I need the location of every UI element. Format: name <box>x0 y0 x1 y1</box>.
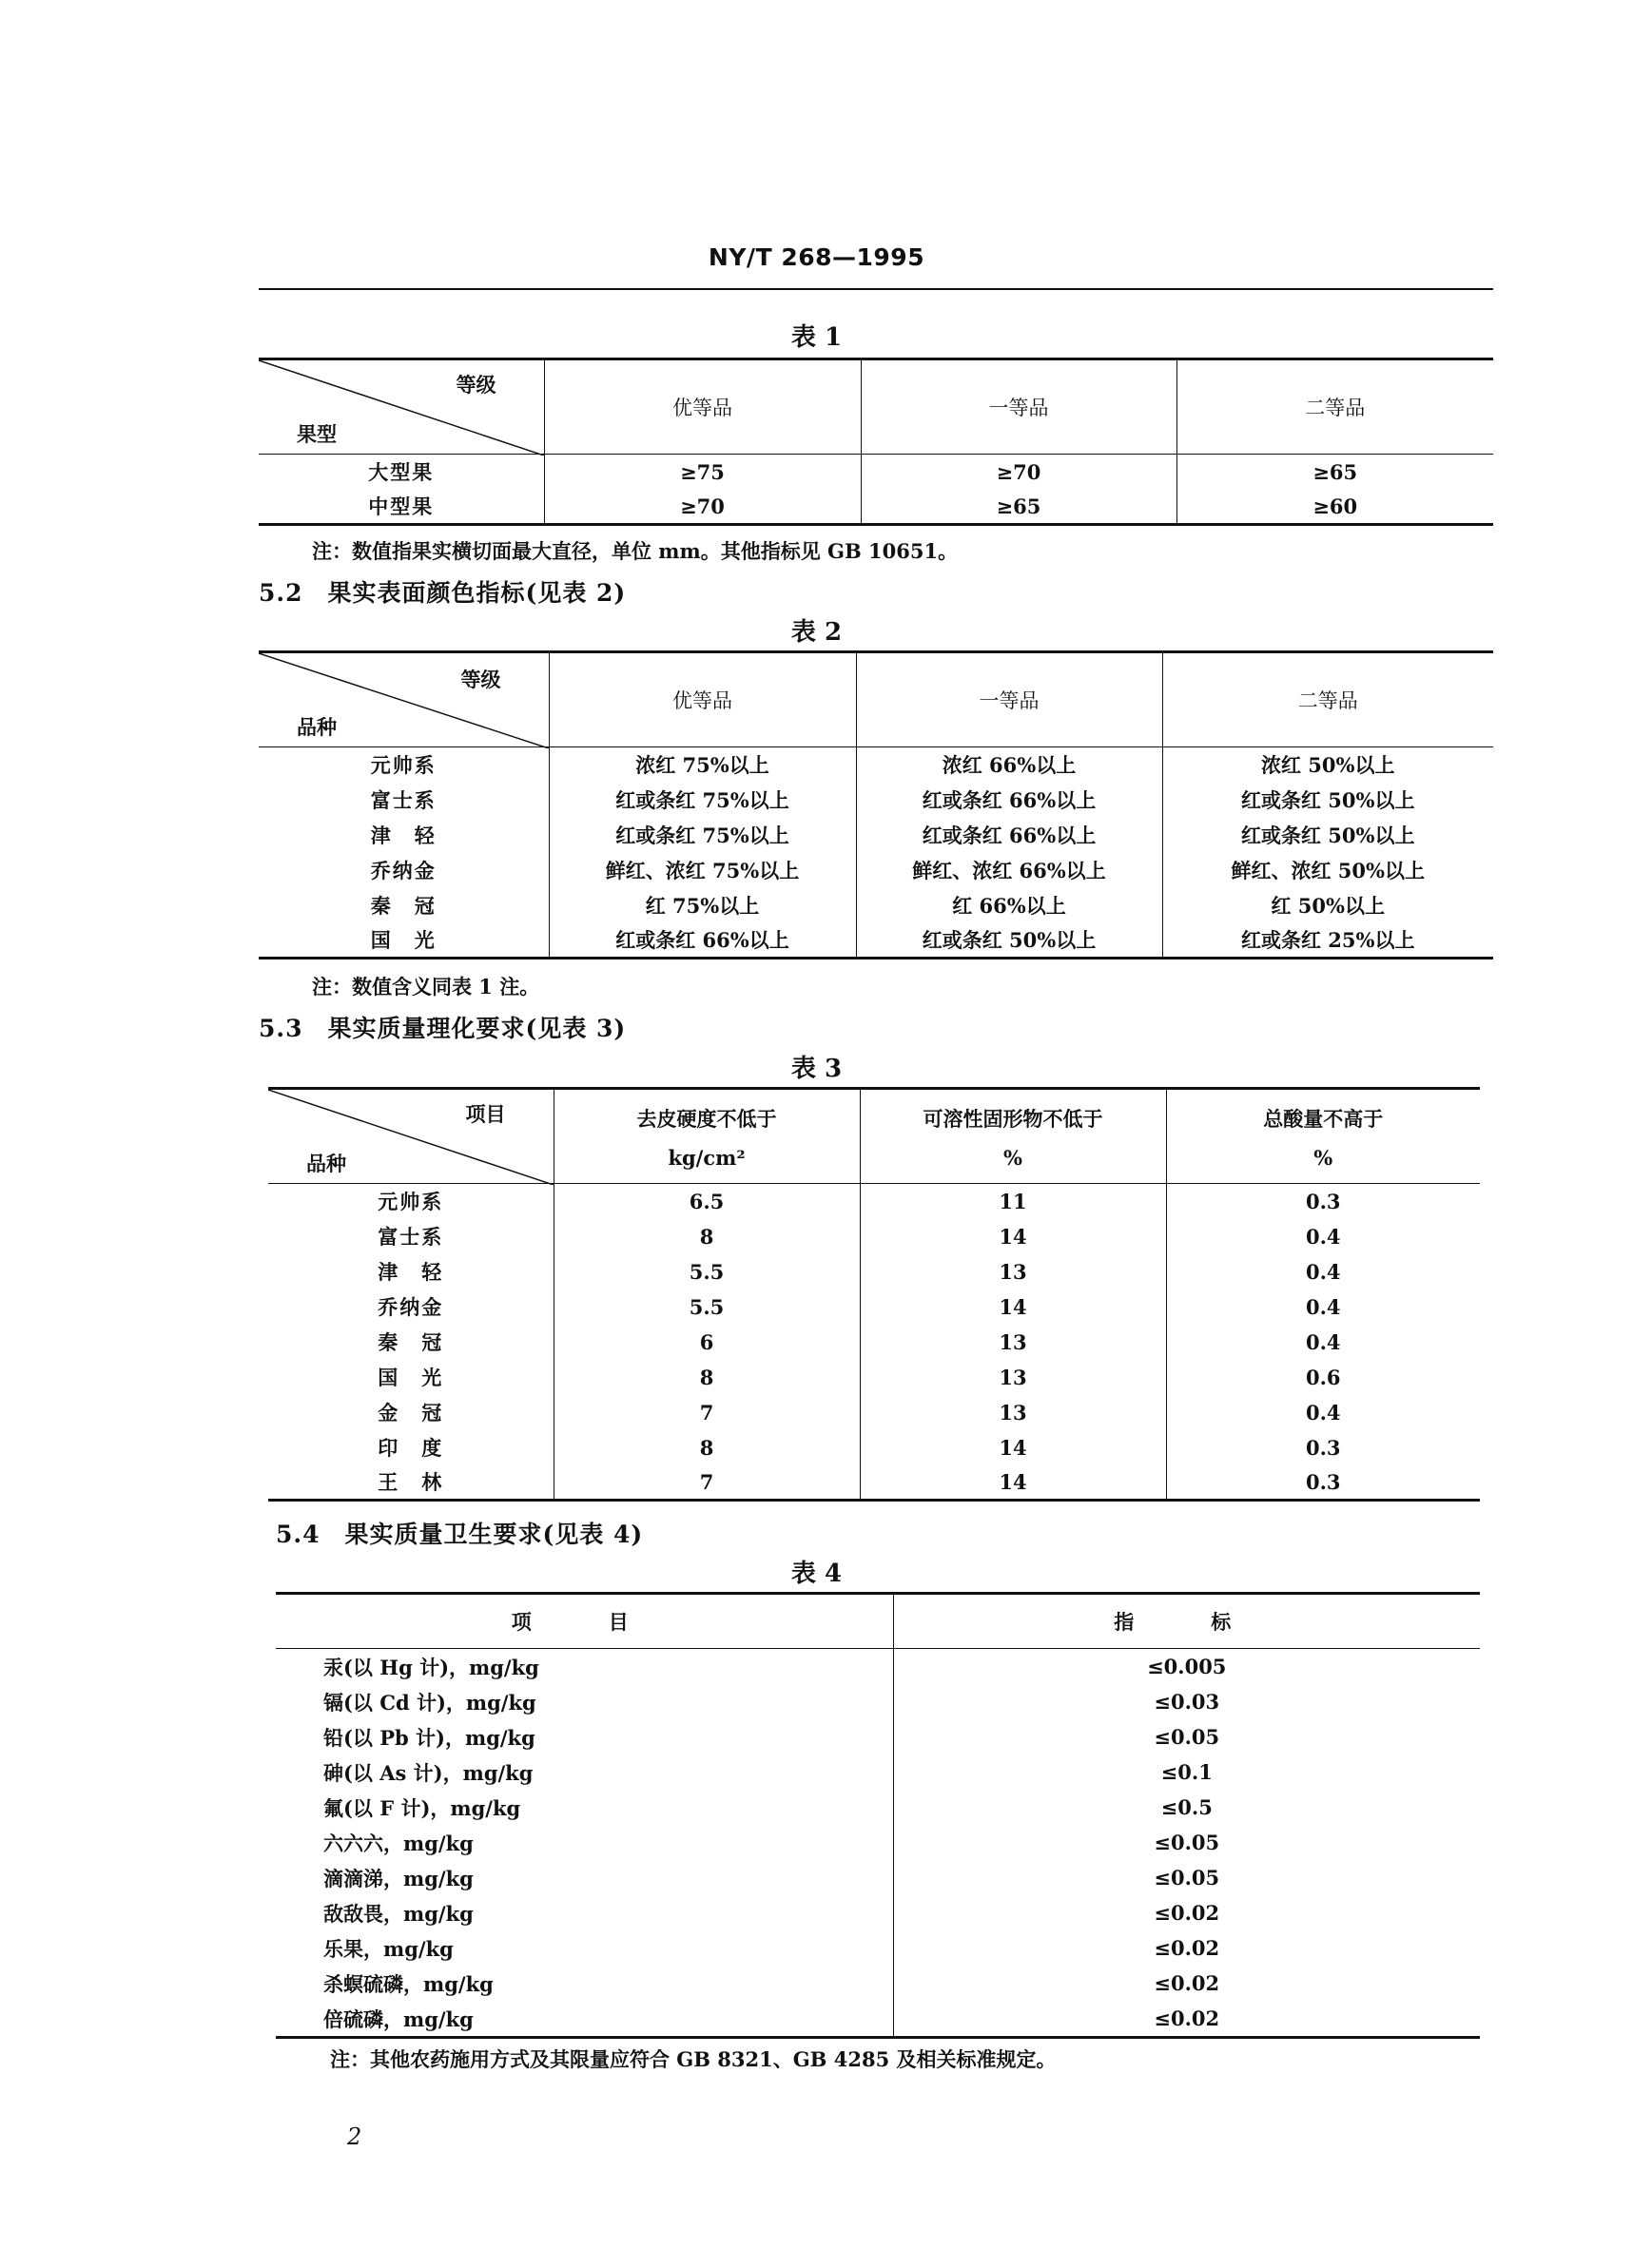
table2-corner-bottom: 品种 <box>297 715 337 739</box>
row-label: 秦 冠 <box>370 894 437 918</box>
table2-caption: 表 2 <box>790 618 843 647</box>
table4-item: 汞(以 Hg 计)，mg/kg <box>323 1655 539 1679</box>
table-cell: 8 <box>554 1219 860 1254</box>
table-row <box>276 1860 1480 1895</box>
table4-head-value: 指 标 <box>893 1594 1480 1649</box>
table-cell: 鲜红、浓红 50%以上 <box>1162 853 1493 888</box>
table-row <box>268 1360 1480 1395</box>
row-label: 乔纳金 <box>378 1295 444 1319</box>
table-cell: 红 75%以上 <box>549 888 856 923</box>
table1-note: 注：数值指果实横切面最大直径，单位 mm。其他指标见 GB 10651。 <box>312 539 959 563</box>
table4-caption: 表 4 <box>790 1560 843 1588</box>
table1-corner-bottom: 果型 <box>297 422 337 446</box>
table-row <box>259 888 1493 923</box>
table-row <box>276 1930 1480 1966</box>
table-cell: 6.5 <box>554 1184 860 1219</box>
table-cell: 红或条红 75%以上 <box>549 818 856 853</box>
table-cell: 11 <box>860 1184 1166 1219</box>
table-cell: 0.3 <box>1166 1184 1480 1219</box>
table4-item: 砷(以 As 计)，mg/kg <box>323 1760 534 1785</box>
table-row <box>268 1254 1480 1289</box>
page-number: 2 <box>347 2123 362 2150</box>
table-cell: 7 <box>554 1395 860 1430</box>
table-cell: 红或条红 75%以上 <box>549 783 856 818</box>
table4-value: ≤0.05 <box>893 1825 1480 1860</box>
table4-value: ≤0.02 <box>893 1895 1480 1930</box>
row-label: 中型果 <box>368 494 435 519</box>
table4-value: ≤0.03 <box>893 1684 1480 1719</box>
table4-value: ≤0.05 <box>893 1860 1480 1895</box>
table-row <box>259 747 1493 783</box>
table-row <box>276 1790 1480 1825</box>
table-cell: 8 <box>554 1360 860 1395</box>
table-row <box>268 1289 1480 1325</box>
table-cell: 7 <box>554 1465 860 1501</box>
table2-note: 注：数值含义同表 1 注。 <box>312 975 540 998</box>
table-cell: 0.4 <box>1166 1395 1480 1430</box>
row-label: 大型果 <box>368 460 435 485</box>
table4-value: ≤0.02 <box>893 1966 1480 2001</box>
table1-col-header: 二等品 <box>1176 359 1493 455</box>
table-cell: 14 <box>860 1219 1166 1254</box>
table-row <box>276 1719 1480 1754</box>
table-row <box>276 1966 1480 2001</box>
table-row <box>259 490 1493 525</box>
table1-col-header: 优等品 <box>544 359 861 455</box>
table-cell: ≥65 <box>861 490 1176 525</box>
table-cell: ≥75 <box>544 455 861 490</box>
table-cell: ≥65 <box>1176 455 1493 490</box>
table1-col-header: 一等品 <box>861 359 1176 455</box>
row-label: 秦 冠 <box>378 1330 444 1354</box>
table-row <box>259 455 1493 490</box>
table4-value: ≤0.02 <box>893 2001 1480 2038</box>
table-cell: 14 <box>860 1430 1166 1465</box>
table-cell: 0.4 <box>1166 1325 1480 1360</box>
table-cell: 6 <box>554 1325 860 1360</box>
row-label: 津 轻 <box>370 824 437 847</box>
row-label: 富士系 <box>378 1225 444 1249</box>
table4-note: 注：其他农药施用方式及其限量应符合 GB 8321、GB 4285 及相关标准规定。 <box>330 2047 1057 2071</box>
table2-corner-top: 等级 <box>460 668 501 691</box>
table-row <box>268 1219 1480 1254</box>
table-cell: 0.4 <box>1166 1219 1480 1254</box>
table-row <box>276 2001 1480 2038</box>
table4-value: ≤0.5 <box>893 1790 1480 1825</box>
table-cell: ≥60 <box>1176 490 1493 525</box>
row-label: 乔纳金 <box>370 859 437 882</box>
table-cell: 0.3 <box>1166 1465 1480 1501</box>
table2-corner-cell <box>259 652 549 747</box>
table-cell: 0.3 <box>1166 1430 1480 1465</box>
table-cell: 红或条红 50%以上 <box>856 923 1162 959</box>
table-cell: 鲜红、浓红 66%以上 <box>856 853 1162 888</box>
table1-caption: 表 1 <box>790 323 843 352</box>
table-cell: 13 <box>860 1360 1166 1395</box>
row-label: 津 轻 <box>378 1260 444 1284</box>
table-cell: ≥70 <box>861 455 1176 490</box>
table3-col-header <box>554 1089 860 1184</box>
table-row <box>259 818 1493 853</box>
table1-corner-top: 等级 <box>456 373 496 397</box>
section-5-2-heading: 5.2 果实表面颜色指标(见表 2) <box>259 579 627 607</box>
table-row <box>268 1465 1480 1501</box>
table4-item: 氟(以 F 计)，mg/kg <box>323 1795 521 1820</box>
table-cell: 浓红 66%以上 <box>856 747 1162 783</box>
table-row <box>268 1430 1480 1465</box>
table-cell: 5.5 <box>554 1289 860 1325</box>
row-label: 元帅系 <box>370 753 437 778</box>
table-row <box>259 853 1493 888</box>
table2 <box>259 650 1493 960</box>
table-cell: 13 <box>860 1325 1166 1360</box>
table3-corner-cell <box>268 1089 554 1184</box>
table-cell: 浓红 75%以上 <box>549 747 856 783</box>
header-rule <box>259 288 1493 290</box>
col-header-unit: % <box>1003 1145 1022 1170</box>
section-5-4-heading: 5.4 果实质量卫生要求(见表 4) <box>276 1521 644 1548</box>
table-row <box>268 1184 1480 1219</box>
table-cell: 13 <box>860 1395 1166 1430</box>
table-cell: 红或条红 66%以上 <box>856 783 1162 818</box>
table2-col-header: 二等品 <box>1162 652 1493 747</box>
table-row <box>276 1684 1480 1719</box>
standard-code: NY/T 268—1995 <box>708 243 925 271</box>
row-label: 王 林 <box>378 1470 444 1495</box>
table-cell: 红 50%以上 <box>1162 888 1493 923</box>
table-cell: 浓红 50%以上 <box>1162 747 1493 783</box>
table-row <box>268 1325 1480 1360</box>
table-cell: 0.4 <box>1166 1289 1480 1325</box>
table-row <box>276 1825 1480 1860</box>
row-label: 金 冠 <box>378 1401 444 1425</box>
table4-item: 乐果，mg/kg <box>323 1936 454 1961</box>
table-cell: 红或条红 50%以上 <box>1162 783 1493 818</box>
section-5-3-heading: 5.3 果实质量理化要求(见表 3) <box>259 1015 627 1042</box>
col-header-name: 总酸量不高于 <box>1263 1106 1384 1131</box>
table-row <box>276 1895 1480 1930</box>
table4-value: ≤0.05 <box>893 1719 1480 1754</box>
row-label: 国 光 <box>370 928 437 953</box>
table3-col-header <box>860 1089 1166 1184</box>
table4-head-item: 项 目 <box>276 1594 893 1649</box>
table3-col-header <box>1166 1089 1480 1184</box>
table-cell: 红或条红 66%以上 <box>856 818 1162 853</box>
table-cell: 鲜红、浓红 75%以上 <box>549 853 856 888</box>
table4-item: 敌敌畏，mg/kg <box>323 1901 474 1926</box>
table-row <box>259 783 1493 818</box>
table4 <box>276 1592 1480 2039</box>
table4-item: 镉(以 Cd 计)，mg/kg <box>323 1690 536 1715</box>
table4-item: 铅(以 Pb 计)，mg/kg <box>323 1725 535 1750</box>
table4-value: ≤0.02 <box>893 1930 1480 1966</box>
table-cell: 红 66%以上 <box>856 888 1162 923</box>
table-cell: ≥70 <box>544 490 861 525</box>
table-cell: 8 <box>554 1430 860 1465</box>
table2-col-header: 一等品 <box>856 652 1162 747</box>
table1 <box>259 358 1493 526</box>
table2-col-header: 优等品 <box>549 652 856 747</box>
table-cell: 红或条红 50%以上 <box>1162 818 1493 853</box>
table3 <box>268 1087 1480 1502</box>
table-cell: 红或条红 66%以上 <box>549 923 856 959</box>
table-cell: 0.4 <box>1166 1254 1480 1289</box>
table1-corner-cell <box>259 359 544 455</box>
table-row <box>268 1395 1480 1430</box>
table-cell: 13 <box>860 1254 1166 1289</box>
col-header-name: 可溶性固形物不低于 <box>923 1106 1103 1131</box>
col-header-unit: % <box>1313 1145 1333 1170</box>
table4-item: 倍硫磷，mg/kg <box>323 2006 474 2031</box>
row-label: 国 光 <box>378 1366 444 1389</box>
table-row <box>259 923 1493 959</box>
table-cell: 0.6 <box>1166 1360 1480 1395</box>
table-cell: 5.5 <box>554 1254 860 1289</box>
table4-item: 滴滴涕，mg/kg <box>323 1866 474 1890</box>
table4-value: ≤0.1 <box>893 1754 1480 1790</box>
table4-item: 六六六，mg/kg <box>323 1831 474 1855</box>
table3-caption: 表 3 <box>790 1055 843 1083</box>
table4-item: 杀螟硫磷，mg/kg <box>323 1971 494 1996</box>
table-cell: 红或条红 25%以上 <box>1162 923 1493 959</box>
table4-value: ≤0.005 <box>893 1649 1480 1685</box>
table-row <box>276 1754 1480 1790</box>
row-label: 富士系 <box>370 788 437 812</box>
table-cell: 14 <box>860 1289 1166 1325</box>
col-header-unit: kg/cm² <box>668 1145 746 1170</box>
row-label: 印 度 <box>378 1436 444 1460</box>
table-row <box>276 1649 1480 1685</box>
col-header-name: 去皮硬度不低于 <box>636 1106 777 1131</box>
table3-corner-top: 项目 <box>465 1102 506 1126</box>
table3-corner-bottom: 品种 <box>306 1152 346 1175</box>
table-cell: 14 <box>860 1465 1166 1501</box>
row-label: 元帅系 <box>378 1190 444 1214</box>
